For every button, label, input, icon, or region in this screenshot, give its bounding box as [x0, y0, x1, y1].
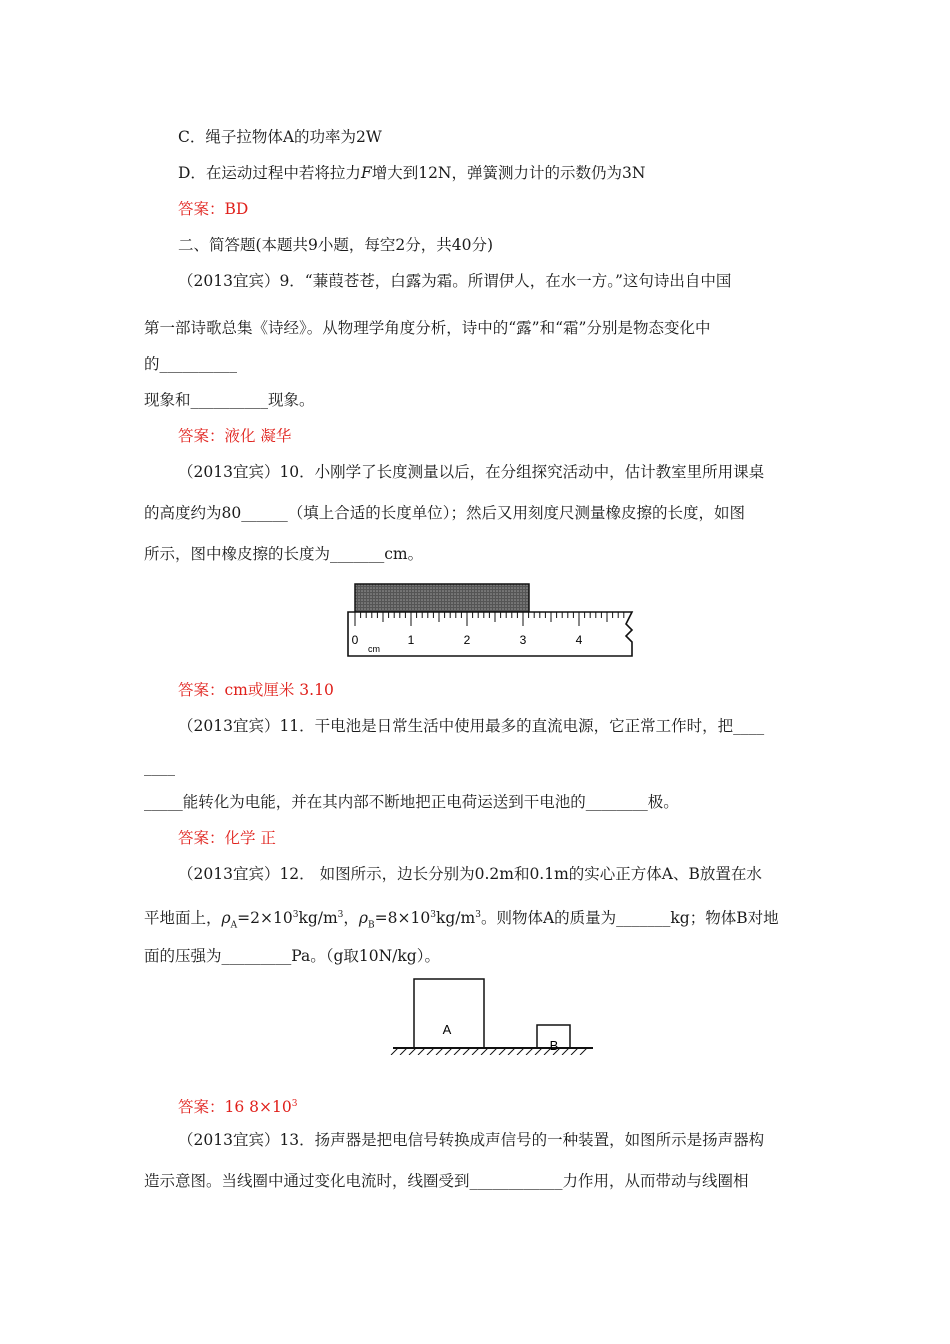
q10-line-3: 所示，图中橡皮擦的长度为_______cm。: [144, 545, 424, 563]
cube-a: [414, 979, 484, 1048]
ground-hatch: [526, 1048, 533, 1055]
ground-hatch: [445, 1048, 452, 1055]
option-d-text: D．在运动过程中若将拉力: [178, 164, 361, 182]
q12-line-2: [144, 905, 779, 935]
force-symbol: F: [360, 164, 372, 182]
q12-text: =2×10: [237, 909, 293, 928]
ground-hatch: [517, 1048, 524, 1055]
ground-hatch: [409, 1048, 416, 1055]
exponent: 3: [292, 910, 299, 920]
q9-line-3: 的__________: [144, 355, 238, 373]
ground-hatch: [472, 1048, 479, 1055]
q12-line-1: （2013宜宾）12． 如图所示，边长分别为0.2m和0.1m的实心正方体A、B放置在水: [178, 865, 762, 883]
ground-hatch: [427, 1048, 434, 1055]
answer-12-exponent: 3: [291, 1099, 298, 1109]
exponent: 3: [475, 910, 481, 920]
section-heading: 二、简答题(本题共9小题，每空2分，共40分): [178, 236, 494, 254]
q11-line-1: （2013宜宾）11．干电池是日常生活中使用最多的直流电源，它正常工作时，把____: [178, 717, 765, 735]
ground-hatch: [481, 1048, 488, 1055]
rho-b-symbol: ρ: [358, 909, 369, 928]
q9-line-1: （2013宜宾）9．“蒹葭苍苍，白露为霜。所谓伊人，在水一方。”这句诗出自中国: [178, 272, 732, 290]
ground-hatch: [418, 1048, 425, 1055]
ground-hatch: [580, 1048, 587, 1055]
ground-hatch: [463, 1048, 470, 1055]
cube-a-label: A: [442, 1022, 452, 1037]
ground-hatch: [508, 1048, 515, 1055]
ground-hatch: [535, 1048, 542, 1055]
q10-line-1: （2013宜宾）10．小刚学了长度测量以后，在分组探究活动中，估计教室里所用课桌: [178, 463, 765, 481]
q12-text: =8×10: [374, 909, 431, 928]
exponent: 3: [337, 910, 344, 920]
rho-a-subscript: A: [230, 920, 238, 931]
q11-line-3: _____能转化为电能，并在其内部不断地把正电荷运送到干电池的________极。: [144, 793, 679, 811]
answer-12: [178, 1094, 297, 1117]
q12-text: 。则物体A的质量为_______kg；物体B对地: [480, 909, 779, 928]
ruler-body: [348, 612, 632, 656]
q13-line-2: 造示意图。当线圈中通过变化电流时，线圈受到____________力作用，从而带动与线圈相: [144, 1172, 749, 1190]
option-c: C．绳子拉物体A的功率为2W: [178, 128, 382, 146]
ruler-label-2: 2: [463, 633, 471, 647]
option-d-text-2: 增大到12N，弹簧测力计的示数仍为3N: [371, 164, 646, 182]
q12-text: ，: [343, 909, 359, 928]
ground-hatch: [400, 1048, 407, 1055]
ruler-unit: cm: [368, 644, 380, 654]
q9-line-4: 现象和__________现象。: [144, 391, 315, 409]
rho-b-subscript: B: [368, 920, 375, 931]
ruler-label-1: 1: [407, 633, 415, 647]
ruler-label-4: 4: [575, 633, 583, 647]
answer-11: 答案：化学 正: [178, 829, 276, 847]
exponent: 3: [430, 910, 436, 920]
ruler-label-0: 0: [351, 633, 359, 647]
q12-text: 平地面上，: [144, 909, 222, 928]
q9-line-2: 第一部诗歌总集《诗经》。从物理学角度分析，诗中的“露”和“霜”分别是物态变化中: [144, 319, 711, 337]
ground-hatch: [391, 1048, 398, 1055]
q12-text: kg/m: [298, 909, 338, 928]
q13-line-1: （2013宜宾）13．扬声器是把电信号转换成声信号的一种装置，如图所示是扬声器构: [178, 1131, 765, 1149]
ruler-figure: [340, 578, 640, 663]
ground-hatch: [436, 1048, 443, 1055]
answer-9: 答案：液化 凝华: [178, 427, 292, 445]
answer-12-text: 答案：16 8×10: [178, 1098, 292, 1117]
ground-hatch: [571, 1048, 578, 1055]
cube-b-label: B: [549, 1038, 559, 1053]
ground-hatch: [454, 1048, 461, 1055]
answer-10: 答案：cm或厘米 3.10: [178, 681, 334, 699]
answer-8: 答案：BD: [178, 200, 249, 218]
q10-line-2: 的高度约为80______（填上合适的长度单位）；然后又用刻度尺测量橡皮擦的长度，如图: [144, 504, 745, 522]
cubes-figure: [390, 975, 600, 1055]
ruler-label-3: 3: [519, 633, 527, 647]
q12-text: kg/m: [435, 909, 476, 928]
rho-a-symbol: ρ: [221, 909, 231, 928]
eraser: [355, 584, 529, 612]
ground-hatch: [490, 1048, 497, 1055]
q11-line-2: ____: [144, 758, 175, 776]
ground-hatch: [562, 1048, 569, 1055]
q12-line-3: 面的压强为_________Pa。（g取10N/kg）。: [144, 947, 440, 965]
ground-hatch: [499, 1048, 506, 1055]
option-d: [178, 163, 645, 183]
